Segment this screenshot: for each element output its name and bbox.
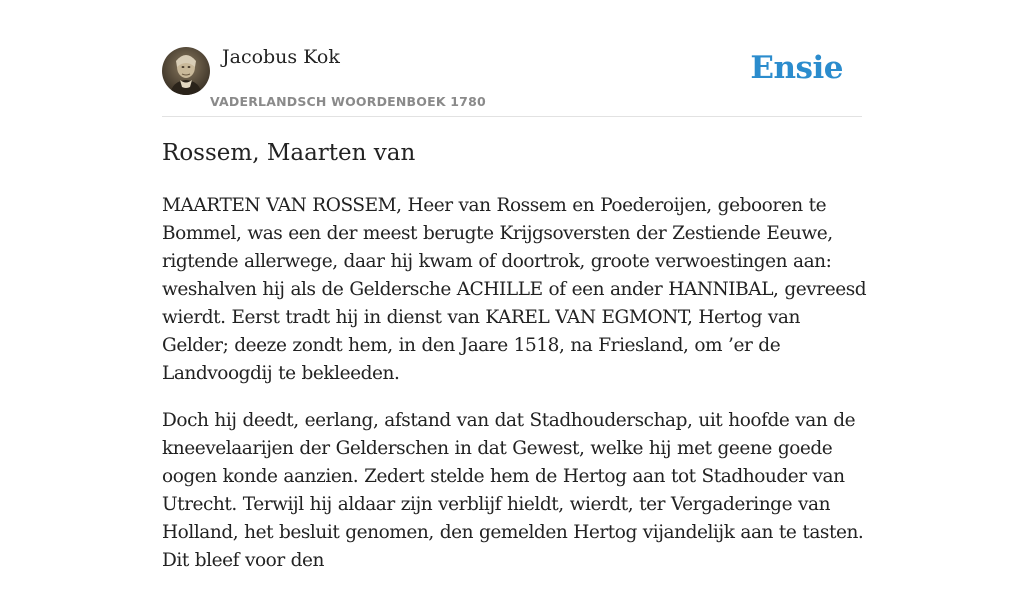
article-body — [162, 192, 868, 594]
author-name[interactable]: Jacobus Kok — [222, 46, 340, 68]
article-paragraph: MAARTEN VAN ROSSEM, Heer van Rossem en Poederoijen, gebooren te Bommel, was een der meest berugte Krijgsoversten der Zestiende Eeuwe, rigtende allerwege, daar hij kwam of doortrok, groote verwoestingen aan: weshalven hij als de Geldersche ACHILLE of een ander HANNIBAL, gevreesd wierdt. Eerst tradt hij in dienst van KAREL VAN EGMONT, Hertog van Gelder; deeze zondt hem, in den Jaare 1518, na Friesland, om ’er de Landvoogdij te bekleeden. — [162, 195, 867, 384]
author-avatar[interactable] — [162, 47, 210, 95]
author-portrait-icon — [162, 47, 210, 95]
source-title[interactable]: VADERLANDSCH WOORDENBOEK 1780 — [210, 94, 486, 109]
site-logo[interactable]: Ensie — [750, 50, 843, 86]
header — [162, 0, 862, 117]
page — [162, 0, 867, 571]
article-paragraph: Doch hij deedt, eerlang, afstand van dat Stadhouderschap, uit hoofde van de kneevelaarijen der Gelderschen in dat Gewest, welke hij met geene goede oogen konde aanzien. Zedert stelde hem de Hertog aan tot Stadhouder van Utrecht. Terwijl hij aldaar zijn verblijf hieldt, wierdt, ter Vergaderinge van Holland, het besluit genomen, den gemelden Hertog vijandelijk aan te tasten. Dit bleef voor den — [162, 410, 864, 571]
article-title: Rossem, Maarten van — [162, 140, 416, 166]
